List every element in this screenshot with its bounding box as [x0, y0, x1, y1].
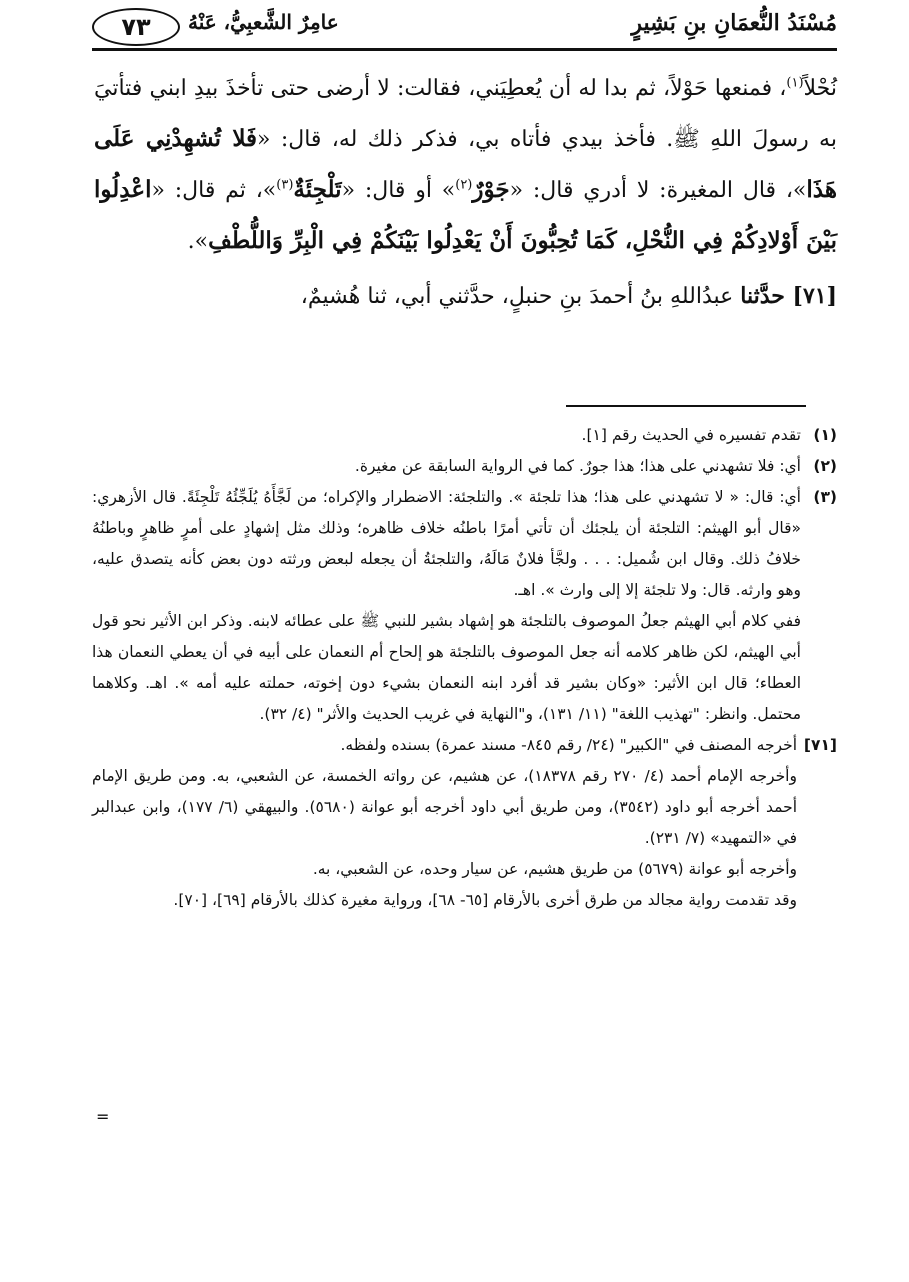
hadith-71-text: [94, 271, 837, 322]
prophetic-quote: تَلْجِئَةٌ: [293, 176, 342, 203]
footnote-body: [92, 482, 801, 730]
main-text-run: عبدُاللهِ بنُ أحمدَ بنِ حنبلٍ، حدَّثني أبي، ثنا هُشيمٌ،: [300, 284, 741, 309]
hadith-70-text: [94, 64, 837, 267]
main-text-run: ».: [187, 229, 209, 254]
prophetic-quote: جَوْرٌ: [472, 176, 510, 203]
main-text-run: » أو قال: «: [341, 178, 456, 203]
main-text-run: »، ثم قال: «: [151, 178, 277, 203]
footnote-line: تقدم تفسيره في الحديث رقم [١].: [581, 426, 801, 444]
continuation-mark: =: [96, 1107, 110, 1126]
prophetic-quote: فَلا تُشهِدْنِي عَلَى هَذَا: [94, 125, 837, 203]
footnote-3: [92, 482, 837, 730]
footnote-line: أي: فلا تشهدني على هذا؛ هذا جورٌ. كما في الرواية السابقة عن مغيرة.: [354, 457, 801, 475]
main-text: [94, 64, 837, 322]
footnote-body: [92, 451, 801, 482]
header-divider: [92, 48, 837, 51]
main-text-run: ، فمنعها حَوْلاً، ثم بدا له أن يُعطِيَني، فقالت: لا أرضى حتى تأخذَ بيدِ ابني فتأتيَ به رسولَ اللهِ ﷺ. فأخذ بيدي فأتاه بي، فذكر ذلك له، قال: «: [94, 76, 837, 152]
footnotes: [92, 420, 837, 916]
footnote-body: [92, 730, 797, 916]
footnote-number: (٢): [813, 457, 837, 475]
footnote-2: [92, 451, 837, 482]
footnote-line: وقد تقدمت رواية مجالد من طرق أخرى بالأرقام [٦٥- ٦٨]، ورواية مغيرة كذلك بالأرقام [٦٩]، [٧٠].: [173, 891, 797, 909]
page-header: [92, 6, 837, 46]
section-title: عامِرٌ الشَّعبِيُّ، عَنْهُ: [188, 10, 339, 34]
footnote-line: أي: قال: « لا تشهدني على هذا؛ هذا تلجئة ». والتلجئة: الاضطرار والإكراه؛ من لَجَّأَهُ يُلَجِّئُهُ تَلْجِئَةً. قال الأزهري: «قال أبو الهيثم: التلجئة أن يلجئك أن تأتي أمرًا باطنُه خلاف ظاهره؛ وذلك مثل إشهادٍ على أمرٍ ظاهرٍ وباطنُهُ خلافُ ذلك. وقال ابن شُميل: . . . ولجَّأ فلانٌ مَالَهُ، والتلجئةُ أن يجعله لبعض ورثته دون بعض كأنه يتصدق عليه، وهو وارثه. قال: ولا تلجئة إلا إلى وارث ». اهـ.: [92, 488, 801, 599]
footnote-71: [92, 730, 837, 916]
footnote-ref-1: (١): [786, 75, 804, 91]
footnote-line: ففي كلام أبي الهيثم جعلُ الموصوف بالتلجئة هو إشهاد بشير للنبي ﷺ على عطائه لابنه. وذكر ابن الأثير نحو قول أبي الهيثم، لكن ظاهر كلامه أنه جعل الموصوف بالتلجئة هو إلحاح أم النعمان على أبيه في أن يعطي النعمان هذا العطاء؛ قال ابن الأثير: «وكان بشير قد أفرد ابنه النعمان بشيء دون إخوته، حملته عليه أمه ». اهـ. وكلاهما محتمل. وانظر: "تهذيب اللغة" (١١/ ١٣١)، و"النهاية في غريب الحديث والأثر" (٤/ ٣٢).: [92, 612, 801, 723]
footnote-number: [٧١]: [803, 736, 837, 754]
main-text-run: نُحْلاً: [803, 76, 837, 101]
book-title: مُسْنَدُ النُّعمَانِ بنِ بَشِيرٍ: [631, 10, 837, 36]
footnote-line: وأخرجه أبو عوانة (٥٦٧٩) من طريق هشيم، عن سيار وحده، عن الشعبي، به.: [312, 860, 797, 878]
footnote-number: (٣): [813, 488, 837, 506]
footnote-body: [92, 420, 801, 451]
hadith-71-label: [٧١] حدَّثنا: [740, 283, 837, 309]
footnote-1: [92, 420, 837, 451]
footnote-line: أخرجه المصنف في "الكبير" (٢٤/ رقم ٨٤٥- مسند عمرة) بسنده ولفظه.: [340, 736, 797, 754]
footnote-ref-2: (٢): [455, 177, 473, 193]
footnote-divider: [566, 405, 806, 407]
footnote-ref-3: (٣): [276, 177, 294, 193]
page-number: ٧٣: [92, 8, 180, 46]
footnote-line: وأخرجه الإمام أحمد (٤/ ٢٧٠ رقم ١٨٣٧٨)، عن هشيم، عن رواته الخمسة، عن الشعبي، به. ومن طريق الإمام أحمد أخرجه أبو داود (٣٥٤٢)، ومن طريق أبي داود أخرجه أبو عوانة (٥٦٨٠). والبيهقي (٦/ ١٧٧)، وابن عبدالبر في «التمهيد» (٧/ ٢٣١).: [92, 767, 797, 847]
main-text-run: »، قال المغيرة: لا أدري قال: «: [509, 178, 807, 203]
footnote-number: (١): [813, 426, 837, 444]
prophetic-quote: اعْدِلُوا بَيْنَ أَوْلادِكُمْ فِي النُّحْلِ، كَمَا تُحِبُّونَ أَنْ يَعْدِلُوا بَيْنَكُمْ فِي الْبِرِّ وَاللُّطْفِ: [94, 176, 837, 254]
